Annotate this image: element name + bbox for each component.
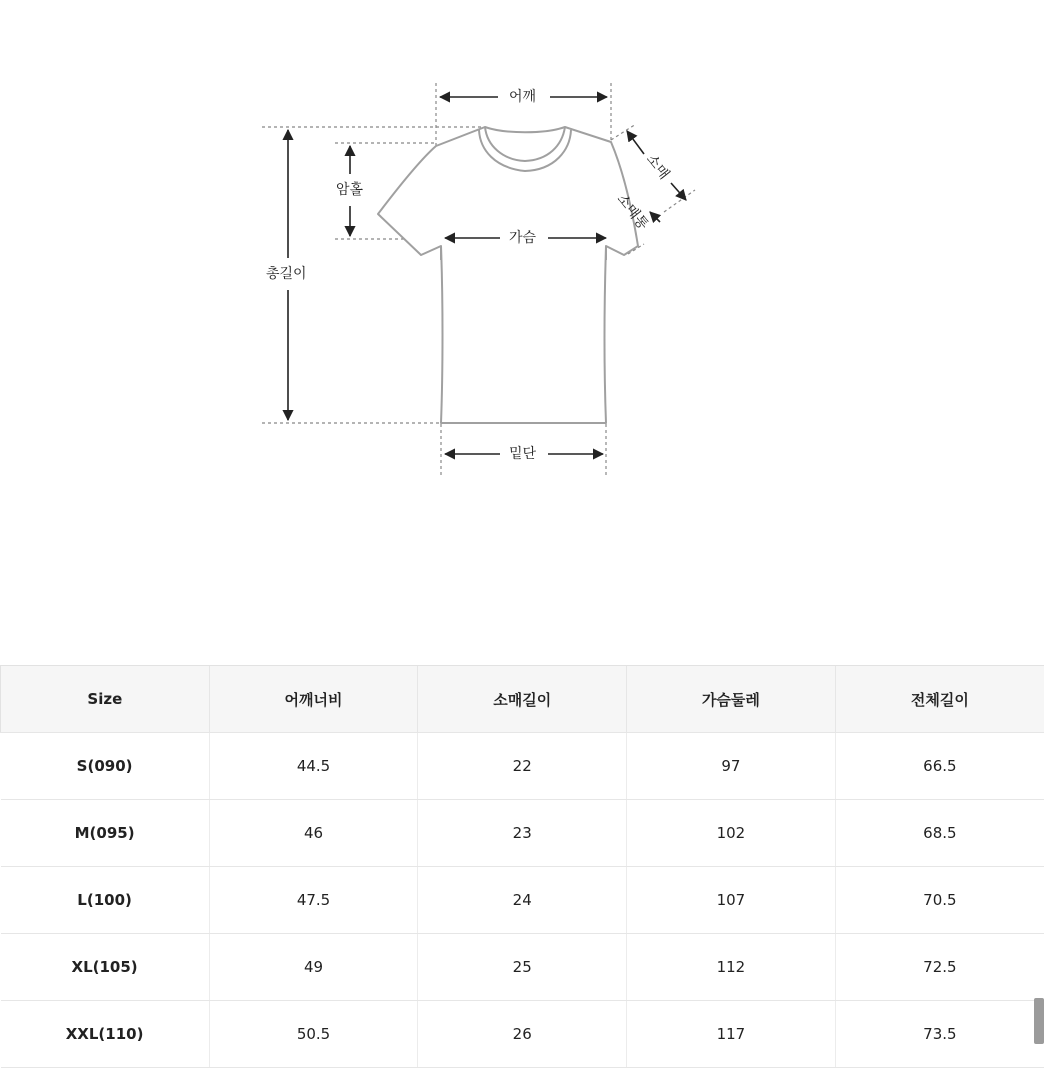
value-cell: 97 [627,733,836,800]
table-row [1,733,1044,800]
shoulder-label: 어깨 [505,88,540,106]
table-row [1,934,1044,1001]
size-cell: S(090) [1,733,210,800]
total-length-label: 총길이 [262,265,311,283]
hem-label: 밑단 [505,445,540,463]
value-cell: 117 [627,1001,836,1068]
value-cell: 25 [418,934,627,1001]
armhole-label: 암홀 [332,181,367,199]
table-row [1,1001,1044,1068]
value-cell: 102 [627,800,836,867]
table-row [1,867,1044,934]
value-cell: 26 [418,1001,627,1068]
value-cell: 112 [627,934,836,1001]
value-cell: 73.5 [835,1001,1044,1068]
sleeve-width-label: 소매통 [610,187,654,236]
tshirt-illustration [0,0,1044,520]
size-cell: XXL(110) [1,1001,210,1068]
header-total-length: 전체길이 [835,666,1044,733]
value-cell: 44.5 [209,733,418,800]
header-size: Size [1,666,210,733]
sleeve-label: 소매 [640,148,676,187]
size-table [0,665,1044,1068]
table-row [1,800,1044,867]
value-cell: 107 [627,867,836,934]
value-cell: 66.5 [835,733,1044,800]
value-cell: 50.5 [209,1001,418,1068]
header-shoulder-width: 어깨너비 [209,666,418,733]
value-cell: 49 [209,934,418,1001]
value-cell: 22 [418,733,627,800]
value-cell: 23 [418,800,627,867]
value-cell: 47.5 [209,867,418,934]
scrollbar-thumb[interactable] [1034,998,1044,1044]
value-cell: 72.5 [835,934,1044,1001]
size-cell: M(095) [1,800,210,867]
size-cell: L(100) [1,867,210,934]
value-cell: 46 [209,800,418,867]
table-header-row [1,666,1044,733]
size-cell: XL(105) [1,934,210,1001]
value-cell: 68.5 [835,800,1044,867]
header-sleeve-length: 소매길이 [418,666,627,733]
value-cell: 70.5 [835,867,1044,934]
header-chest: 가슴둘레 [627,666,836,733]
chest-label: 가슴 [505,229,540,247]
value-cell: 24 [418,867,627,934]
size-diagram [0,0,1044,520]
